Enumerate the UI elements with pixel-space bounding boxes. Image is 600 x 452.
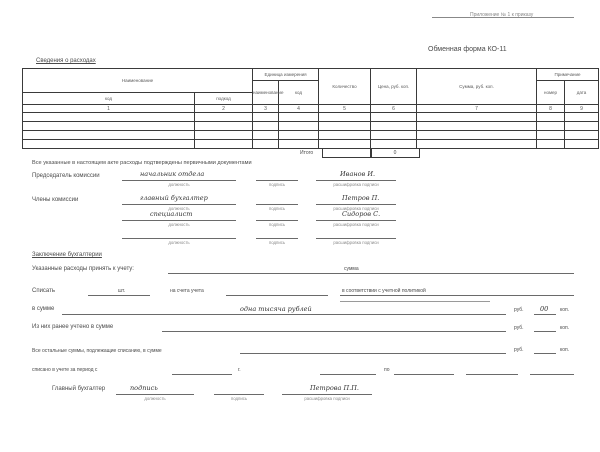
chief-position-line: [116, 394, 194, 395]
paid-kop-line: [534, 331, 556, 332]
amount-words: одна тысяча рублей: [240, 305, 312, 313]
spend-policy-sub-line: [340, 301, 490, 302]
member1-name-line: [316, 204, 396, 205]
chief-name: Петрова П.П.: [310, 384, 359, 392]
spend-account-line: [226, 295, 328, 296]
header-subcode: подкод: [195, 93, 253, 105]
chair-name-line: [316, 180, 396, 181]
caption-name: расшифровка подписи: [333, 240, 379, 245]
period-to: по: [384, 367, 390, 373]
spend-text2: в соответствии с учетной политикой: [342, 288, 426, 294]
member2-name-line: [316, 220, 396, 221]
amount-kop-value: 00: [540, 305, 549, 313]
caption-position: должность: [168, 222, 190, 227]
total-box-empty: [322, 148, 372, 158]
member2-position: специалист: [150, 210, 193, 218]
header-code: код: [23, 93, 195, 105]
total-label: Итого: [300, 150, 314, 156]
member1-position-line: [122, 204, 236, 205]
header-unit-group: Единица измерения: [253, 69, 319, 81]
header-ext-1: номер: [537, 81, 565, 105]
period-year: г.: [238, 367, 241, 373]
chief-name-line: [282, 394, 372, 395]
member1-signature-line: [256, 204, 298, 205]
amount-label: в сумме: [32, 306, 55, 312]
expense-table: [22, 68, 599, 149]
header-qty: Количество: [319, 69, 371, 105]
header-unit-name: наименование: [253, 81, 279, 105]
remaining-label: Все остальные суммы, подлежащие списанию, в сумме: [32, 348, 162, 354]
col-number: 7: [417, 105, 537, 113]
accountant-section-title: Заключение бухгалтерии: [32, 252, 102, 258]
caption-position: должность: [144, 396, 166, 401]
header-ext-2: дата: [565, 81, 599, 105]
col-number: 4: [279, 105, 319, 113]
paid-line: [162, 331, 506, 332]
chair-name: Иванов И.: [340, 170, 376, 178]
header-unit-code: код: [279, 81, 319, 105]
caption-signature: подпись: [268, 182, 286, 187]
accept-label: Указанные расходы принять к учету:: [32, 266, 134, 272]
member3-signature-line: [256, 238, 298, 239]
member3-name-line: [316, 238, 396, 239]
caption-signature: подпись: [230, 396, 248, 401]
period-from-line: [172, 374, 232, 375]
col-number: 9: [565, 105, 599, 113]
caption-position: должность: [168, 206, 190, 211]
chief-sign: подпись: [130, 384, 158, 392]
member3-position-line: [122, 238, 236, 239]
member1-name: Петров П.: [342, 194, 380, 202]
accept-amount-label: сумма: [344, 266, 359, 272]
header-name: Наименование: [23, 69, 253, 93]
remaining-rub: руб.: [514, 347, 524, 353]
chief-label: Главный бухгалтер: [52, 386, 106, 392]
member1-position: главный бухгалтер: [140, 194, 208, 202]
caption-position: должность: [168, 240, 190, 245]
amount-kop-line: [534, 314, 556, 315]
spend-text: на счета учета: [170, 288, 204, 294]
chair-position: начальник отдела: [140, 170, 205, 178]
remaining-kop: коп.: [560, 347, 570, 353]
remaining-kop-line: [534, 353, 556, 354]
statement-line: Все указанные в настоящем акте расходы подтверждены первичными документами: [32, 160, 252, 166]
caption-name: расшифровка подписи: [333, 222, 379, 227]
spend-policy-line: [340, 295, 574, 296]
period-end-line2: [530, 374, 574, 375]
header-sum: Сумма, руб. коп.: [417, 69, 537, 105]
spend-label: Списать: [32, 288, 56, 294]
table-row: [23, 131, 599, 140]
caption-name: расшифровка подписи: [333, 206, 379, 211]
paid-rub: руб.: [514, 325, 524, 331]
accept-line: [168, 273, 574, 274]
chief-signature-line: [214, 394, 264, 395]
member2-name: Сидоров С.: [342, 210, 381, 218]
total-value: 0: [370, 148, 420, 158]
amount-line: [62, 314, 506, 315]
remaining-line: [240, 353, 506, 354]
col-number: 6: [371, 105, 417, 113]
amount-rub: руб.: [514, 307, 524, 313]
section-title: Сведения о расходах: [36, 58, 96, 64]
spend-count-line: [88, 295, 150, 296]
member2-signature-line: [256, 220, 298, 221]
caption-name: расшифровка подписи: [304, 396, 350, 401]
period-mid-line: [320, 374, 376, 375]
caption-position: должность: [168, 182, 190, 187]
member2-position-line: [122, 220, 236, 221]
period-end-line: [466, 374, 518, 375]
header-price: Цена, руб. коп.: [371, 69, 417, 105]
amount-kop: коп.: [560, 307, 570, 313]
header-ext-group: Примечание: [537, 69, 599, 81]
paid-kop: коп.: [560, 325, 570, 331]
caption-signature: подпись: [268, 240, 286, 245]
table-row: [23, 140, 599, 149]
members-label: Члены комиссии: [32, 197, 79, 203]
table-row: [23, 122, 599, 131]
chair-position-line: [122, 180, 236, 181]
caption-name: расшифровка подписи: [333, 182, 379, 187]
form-title: Обменная форма КО-11: [428, 46, 507, 53]
period-label: списано в учете за период с: [32, 367, 98, 373]
caption-signature: подпись: [268, 222, 286, 227]
col-number: 3: [253, 105, 279, 113]
chair-label: Председатель комиссии: [32, 173, 100, 179]
chair-signature-line: [256, 180, 298, 181]
top-right-note: Приложение № 1 к приказу: [470, 12, 534, 18]
col-number: 5: [319, 105, 371, 113]
col-number: 8: [537, 105, 565, 113]
table-row: [23, 113, 599, 122]
col-number: 2: [195, 105, 253, 113]
caption-signature: подпись: [268, 206, 286, 211]
period-to-line: [394, 374, 454, 375]
spend-count: шт.: [118, 288, 126, 294]
paid-label: Из них ранее учтено в сумме: [32, 324, 114, 330]
col-number: 1: [23, 105, 195, 113]
